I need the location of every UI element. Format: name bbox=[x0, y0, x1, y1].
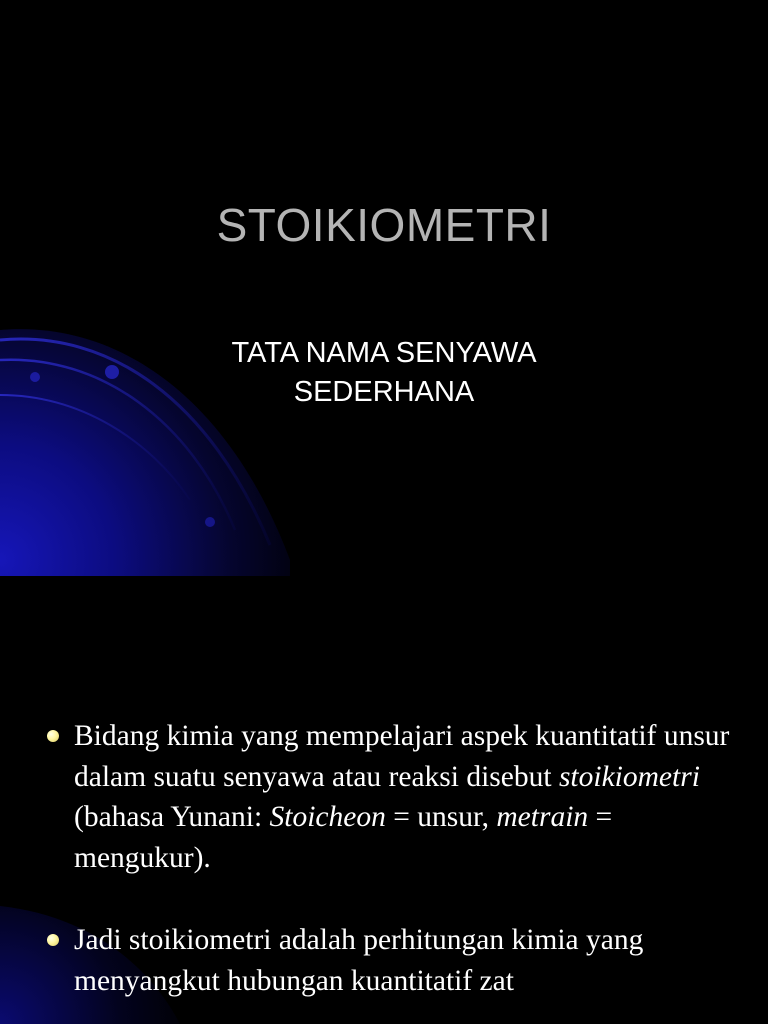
list-item bbox=[44, 920, 744, 1001]
list-item bbox=[44, 716, 744, 878]
bullet-dot-icon bbox=[47, 934, 59, 946]
bullet-list bbox=[44, 716, 744, 1024]
slide-subtitle bbox=[0, 334, 768, 412]
subtitle-line-2: SEDERHANA bbox=[293, 376, 475, 408]
bullet-1-text: Bidang kimia yang mempelajari aspek kuantitatif unsur dalam suatu senyawa atau reaksi disebut stoikiometri (bahasa Yunani: Stoicheon = unsur, metrain = mengukur). bbox=[74, 720, 730, 874]
bullet-2-text: Jadi stoikiometri adalah perhitungan kimia yang menyangkut hubungan kuantitatif zat bbox=[74, 924, 644, 997]
content-slide bbox=[0, 576, 768, 1024]
slide-title: STOIKIOMETRI bbox=[216, 199, 552, 251]
subtitle-line-1: TATA NAMA SENYAWA bbox=[231, 337, 537, 369]
bullet-dot-icon bbox=[47, 730, 59, 742]
